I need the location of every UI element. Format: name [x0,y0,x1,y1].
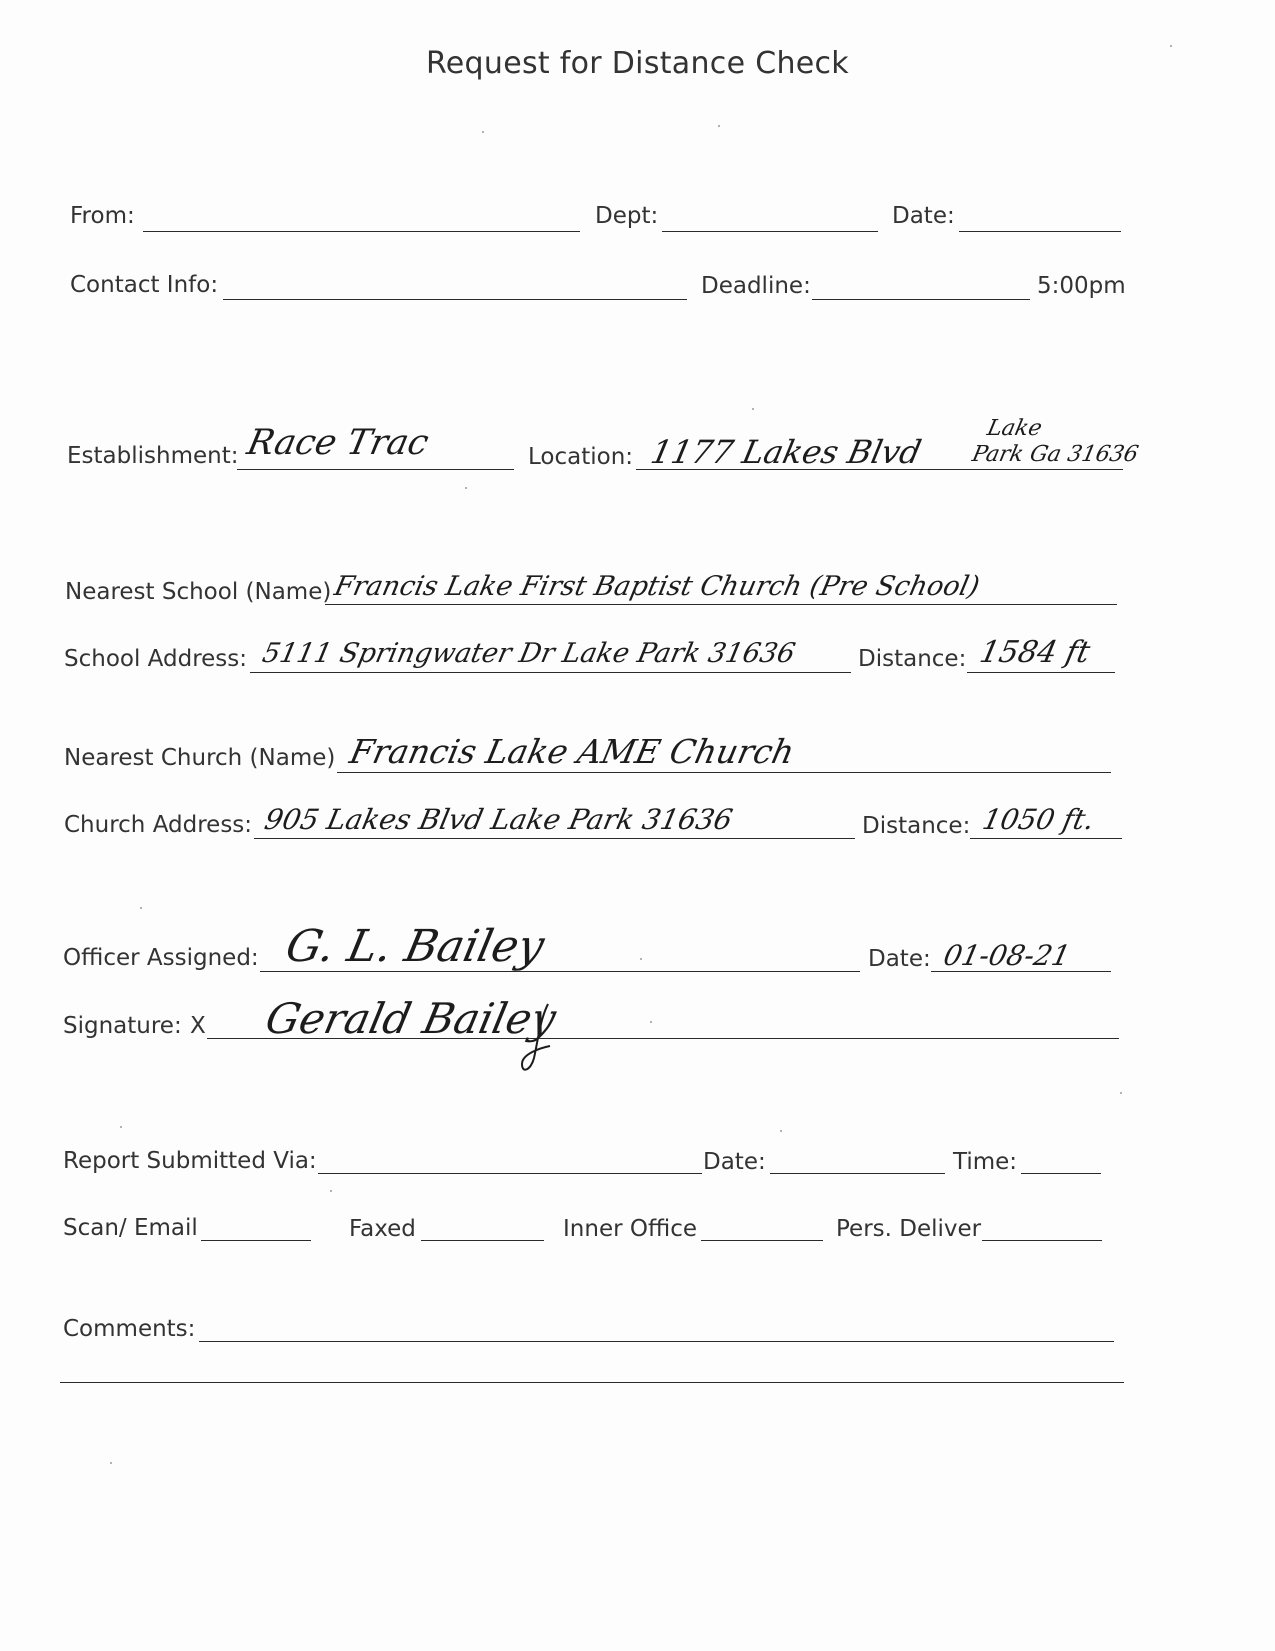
signature-flourish [510,1000,570,1080]
scan-speck [1120,1092,1122,1094]
location-city-line1: Lake [984,416,1045,441]
scan-speck [140,907,142,909]
date-field[interactable] [959,231,1121,232]
officer-assigned-label: Officer Assigned: [63,945,259,971]
comments-field[interactable] [199,1341,1114,1342]
pers-deliver-field[interactable] [982,1240,1102,1241]
comments-label: Comments: [63,1316,196,1342]
school-distance-field[interactable] [967,672,1115,673]
officer-date-value: 01-08-21 [940,939,1074,972]
signature-value: Gerald Bailey [261,994,561,1043]
school-distance-label: Distance: [858,646,967,672]
scan-speck [465,487,467,489]
location-value: 1177 Lakes Blvd [647,433,925,471]
deadline-label: Deadline: [701,273,811,299]
report-via-label: Report Submitted Via: [63,1148,317,1174]
scan-speck [780,1130,782,1132]
contact-info-label: Contact Info: [70,272,219,298]
faxed-field[interactable] [421,1240,544,1241]
church-distance-value: 1050 ft. [979,803,1098,836]
dept-field[interactable] [662,231,878,232]
location-label: Location: [528,444,634,470]
scan-speck [650,1021,652,1023]
officer-assigned-value: G. L. Bailey [281,921,549,972]
church-address-field[interactable] [254,838,855,839]
comments-field-line2[interactable] [60,1382,1124,1383]
report-time-field[interactable] [1021,1173,1101,1174]
faxed-label: Faxed [349,1216,416,1242]
from-label: From: [70,203,135,229]
church-address-label: Church Address: [64,812,253,838]
deadline-field[interactable] [812,299,1030,300]
church-distance-label: Distance: [862,813,971,839]
scan-speck [718,125,720,127]
deadline-time: 5:00pm [1037,273,1126,299]
scan-speck [640,958,642,960]
form-title: Request for Distance Check [426,46,849,81]
scan-speck [482,131,484,133]
officer-date-label: Date: [868,946,931,972]
school-address-value: 5111 Springwater Dr Lake Park 31636 [259,638,798,669]
school-address-label: School Address: [64,646,248,672]
scan-speck [110,1462,112,1464]
church-name-value: Francis Lake AME Church [346,732,798,771]
school-name-field[interactable] [325,604,1117,605]
signature-x-mark: X [190,1013,206,1039]
school-name-label: Nearest School (Name) [65,579,332,605]
scan-speck [120,1126,122,1128]
scan-speck [330,1190,332,1192]
pers-deliver-label: Pers. Deliver [836,1216,982,1242]
from-field[interactable] [143,231,580,232]
report-via-field[interactable] [318,1173,702,1174]
dept-label: Dept: [595,203,659,229]
scan-speck [1170,45,1172,47]
school-distance-value: 1584 ft [976,635,1094,670]
scan-speck [752,408,754,410]
contact-info-field[interactable] [223,299,687,300]
inner-office-field[interactable] [701,1240,823,1241]
scan-email-label: Scan/ Email [63,1215,198,1241]
date-label: Date: [892,203,955,229]
establishment-field[interactable] [237,469,514,470]
church-address-value: 905 Lakes Blvd Lake Park 31636 [261,803,736,836]
church-name-field[interactable] [337,772,1111,773]
school-name-value: Francis Lake First Baptist Church (Pre School) [331,571,983,602]
report-time-label: Time: [953,1149,1018,1175]
scan-email-field[interactable] [201,1240,311,1241]
location-city-line2: Park Ga 31636 [969,442,1141,467]
church-distance-field[interactable] [970,838,1122,839]
school-address-field[interactable] [250,672,851,673]
report-date-label: Date: [703,1149,766,1175]
signature-label: Signature: [63,1013,182,1039]
establishment-label: Establishment: [67,443,239,469]
establishment-value: Race Trac [243,423,433,463]
inner-office-label: Inner Office [563,1216,697,1242]
church-name-label: Nearest Church (Name) [64,745,336,771]
report-date-field[interactable] [770,1173,945,1174]
